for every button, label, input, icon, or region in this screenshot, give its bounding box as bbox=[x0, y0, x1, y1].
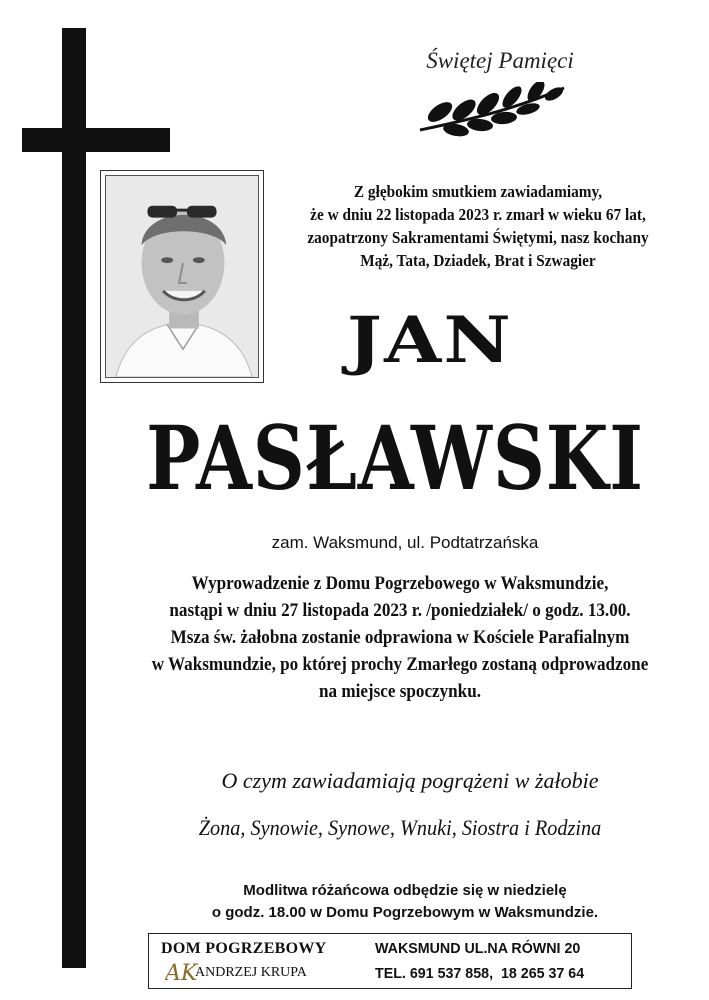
cross-vertical-beam bbox=[62, 28, 86, 968]
announcement-line: że w dniu 22 listopada 2023 r. zmarł w wieku 67 lat, bbox=[310, 205, 646, 224]
mourners-family: Żona, Synowie, Synowe, Wnuki, Siostra i Rodzina bbox=[198, 815, 602, 840]
logo-letters: AK bbox=[165, 961, 198, 984]
rosary-notice bbox=[150, 880, 660, 924]
announcement-line: Mąż, Tata, Dziadek, Brat i Szwagier bbox=[360, 251, 596, 270]
funeral-home-name: DOM POGRZEBOWY bbox=[161, 940, 327, 957]
funeral-details-line: w Waksmundzie, po której prochy Zmarłego zostaną odprowadzone bbox=[151, 654, 649, 675]
header-title: Świętej Pamięci bbox=[426, 48, 574, 73]
funeral-details bbox=[126, 570, 675, 705]
laurel-branch-icon bbox=[418, 82, 568, 137]
deceased-first-name: JAN bbox=[346, 303, 514, 378]
announcement-line: Z głębokim smutkiem zawiadamiamy, bbox=[353, 182, 603, 201]
rosary-line: o godz. 18.00 w Domu Pogrzebowym w Waksmundzie. bbox=[211, 904, 599, 921]
funeral-home-owner: ANDRZEJ KRUPA bbox=[195, 965, 307, 980]
portrait-photo bbox=[105, 175, 259, 378]
funeral-details-line: Msza św. żałobna zostanie odprawiona w Kościele Parafialnym bbox=[170, 627, 630, 648]
deceased-address: zam. Waksmund, ul. Podtatrzańska bbox=[271, 533, 539, 552]
announcement-text bbox=[289, 180, 667, 272]
funeral-details-line: nastąpi w dniu 27 listopada 2023 r. /poniedziałek/ o godz. 13.00. bbox=[169, 600, 631, 621]
funeral-details-line: na miejsce spoczynku. bbox=[319, 681, 481, 702]
funeral-home-phones: TEL. 691 537 858, 18 265 37 64 bbox=[375, 965, 585, 982]
funeral-details-line: Wyprowadzenie z Domu Pogrzebowego w Waksmundzie, bbox=[191, 573, 609, 594]
funeral-home-box bbox=[148, 933, 632, 989]
portrait-photo-frame bbox=[100, 170, 264, 383]
mourners-intro: O czym zawiadamiają pogrążeni w żałobie bbox=[221, 768, 599, 793]
funeral-home-address: WAKSMUND UL.NA RÓWNI 20 bbox=[375, 940, 581, 957]
deceased-last-name: PASŁAWSKI bbox=[146, 406, 644, 510]
rosary-line: Modlitwa różańcowa odbędzie się w niedzielę bbox=[243, 882, 567, 899]
announcement-line: zaopatrzony Sakramentami Świętymi, nasz kochany bbox=[307, 228, 649, 247]
cross-horizontal-beam bbox=[22, 128, 170, 152]
